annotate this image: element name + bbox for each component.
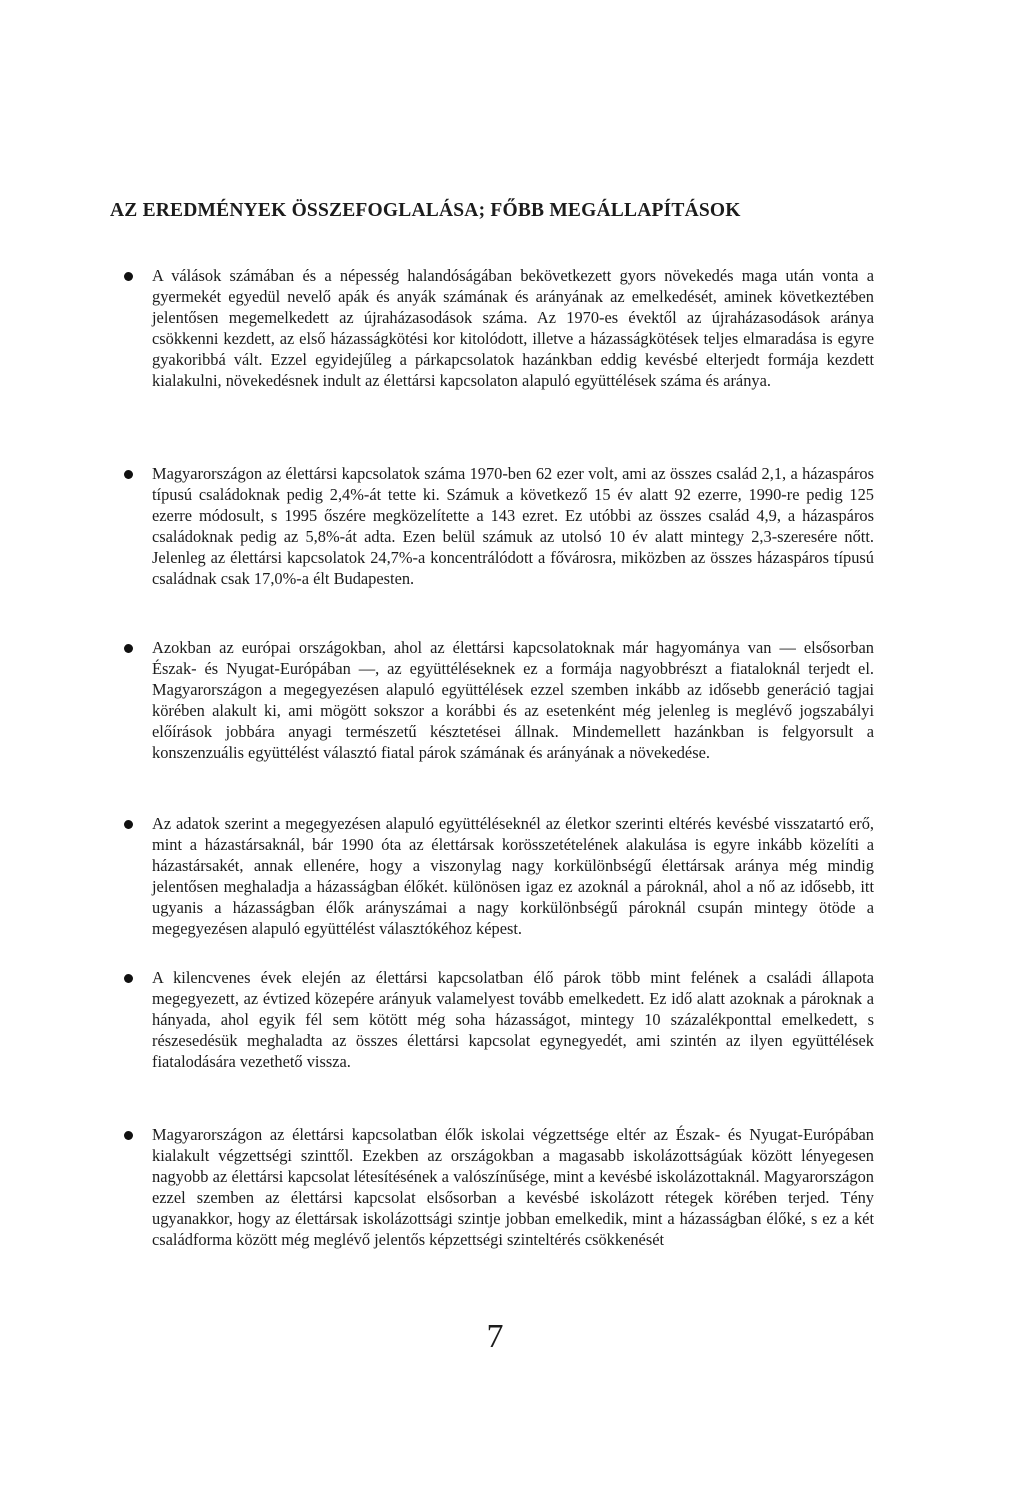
bullet-icon — [124, 1131, 133, 1140]
paragraph-text: Magyarországon az élettársi kapcsolatok száma 1970-ben 62 ezer volt, ami az összes család 2,1, a házaspáros típusú családoknak pedig 2,4%-át tette ki. Számuk a következő 15 év alatt 92 ezerre, 1990-re pedig 125 ezerre módosult, s 1995 őszére megközelítette a 143 ezret. Ez utóbbi az összes család 4,9, a házaspáros családoknak pedig az 5,8%-át adta. Ezen belül számuk az utolsó 10 év alatt mintegy 2,3-szeresére nőtt. Jelenleg az élettársi kapcsolatok 24,7%-a koncentrálódott a fővárosra, miközben az összes házaspáros típusú családnak csak 17,0%-a élt Budapesten. — [152, 464, 874, 588]
bullet-icon — [124, 820, 133, 829]
bullet-icon — [124, 272, 133, 281]
bullet-icon — [124, 644, 133, 653]
paragraph-text: Magyarországon az élettársi kapcsolatban élők iskolai végzettsége eltér az Észak- és Nyugat-Európában kialakult végzettségi szinttől. Ezekben az országokban a magasabb iskolázottságúak között lényegesen nagyobb az élettársi kapcsolat létesítésének a valószínűsége, mint a kevésbé iskolázottaknál. Magyarországon ezzel szemben az élettársi kapcsolat elsősorban a kevésbé iskolázott rétegek körében terjed. Tény ugyanakkor, hogy az élettársak iskolázottsági szintje jobban emelkedik, mint a házasságban élőké, s ez a két családforma között még meglévő jelentős képzettségi szinteltérés csökkenését — [152, 1125, 874, 1249]
page-number: 7 — [486, 1318, 504, 1355]
section-heading: AZ EREDMÉNYEK ÖSSZEFOGLALÁSA; FŐBB MEGÁLLAPÍTÁSOK — [110, 200, 741, 221]
paragraph-text: A kilencvenes évek elején az élettársi kapcsolatban élő párok több mint felének a családi állapota megegyezett, az évtized közepére arányuk valamelyest tovább emelkedett. Ez idő alatt azoknak a pároknak a hányada, ahol egyik fél sem kötött még soha házasságot, mintegy 10 százalékponttal emelkedett, s részesedésük meghaladta az összes élettársi kapcsolat egynegyedét, ami szintén az ilyen együttélések fiatalodására vezethető vissza. — [152, 968, 874, 1071]
paragraph-text: Az adatok szerint a megegyezésen alapuló együttéléseknél az életkor szerinti eltérés kevésbé visszatartó erő, mint a házastársaknál, bár 1990 óta az élettársak korösszetételének alakulása is egyre inkább közelíti a házastársakét, annak ellenére, hogy a viszonylag nagy korkülönbségű élettársak aránya még mindig jelentősen meghaladja a házasságban élőkét. különösen igaz ez azoknál a pároknál, ahol a nő az idősebb, itt ugyanis a házasságban élők arányszámai a nagy korkülönbségű pároknál csupán mintegy ötöde a megegyezésen alapuló együttélést választókéhoz képest. — [152, 814, 874, 938]
paragraph-text: A válások számában és a népesség halandóságában bekövetkezett gyors növekedés maga után vonta a gyermekét egyedül nevelő apák és anyák számának és arányának az emelkedését, aminek következtében jelentősen megemelkedett az újraházasodások száma. Az 1970-es évektől az újraházasodások aránya csökkenni kezdett, az első házasságkötési kor kitolódott, illetve a házasságkötések teljes elmaradása is egyre gyakoribbá vált. Ezzel egyidejűleg a párkapcsolatok hazánkban eddig kevésbé elterjedt formája kezdett kialakulni, növekedésnek indult az élettársi kapcsolaton alapuló együttélések száma és aránya. — [152, 266, 874, 390]
bullet-icon — [124, 974, 133, 983]
paragraph-text: Azokban az európai országokban, ahol az élettársi kapcsolatoknak már hagyománya van — elsősorban Észak- és Nyugat-Európában —, az együttéléseknek ez a formája nagyobbrészt a fiataloknál terjedt el. Magyarországon a megegyezésen alapuló együttélések ezzel szemben inkább az idősebb generáció tagjai körében alakult ki, ami mögött sokszor a korábbi és az esetenként még jelenleg is meglévő jogszabályi előírások jobbára anyagi természetű késztetései állnak. Mindemellett hazánkban is felgyorsult a konszenzuális együttélést választó fiatal párok számának és arányának a növekedése. — [152, 638, 874, 762]
bullet-icon — [124, 470, 133, 479]
